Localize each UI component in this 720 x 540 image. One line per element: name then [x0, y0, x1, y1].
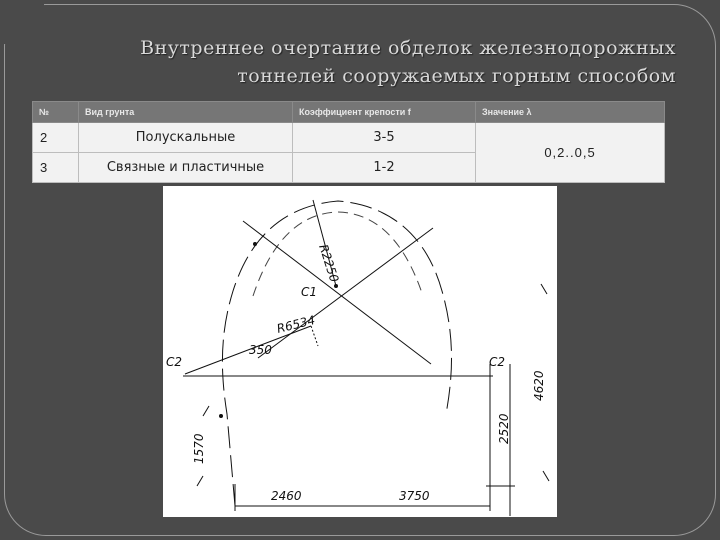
label-half-width-left: 2460: [271, 489, 302, 503]
header-strength-coefficient: Коэффициент крепости f: [293, 102, 476, 123]
side-radius-line: [185, 326, 311, 374]
label-offset: 350: [249, 343, 272, 357]
row-soil-type: Полускальные: [79, 123, 293, 153]
radius-line-right: [258, 228, 433, 358]
tunnel-outline-svg: [163, 186, 557, 517]
radius-leader: [311, 326, 318, 346]
label-r-side: R6534: [275, 312, 317, 336]
label-c2-left: C2: [166, 355, 183, 369]
row-strength: 1-2: [293, 153, 476, 183]
label-height-springline: 2520: [497, 413, 511, 444]
label-height-wall: 1570: [192, 433, 206, 464]
row-number: 2: [33, 123, 79, 153]
tick-mark: [203, 406, 209, 416]
row-strength: 3-5: [293, 123, 476, 153]
center-point: [334, 284, 338, 288]
tick-mark: [197, 476, 203, 486]
table-header-row: [33, 102, 665, 123]
label-r-crown: R2250: [316, 242, 342, 284]
soil-properties-table: [32, 101, 665, 183]
tick-mark: [543, 471, 549, 481]
tunnel-outline-drawing: [163, 186, 557, 517]
label-height-total: 4620: [532, 370, 546, 401]
label-half-width-right: 3750: [399, 489, 430, 503]
table-row: [33, 123, 665, 153]
row-soil-type: Связные и пластичные: [79, 153, 293, 183]
label-c2-right: C2: [489, 355, 506, 369]
header-number: №: [33, 102, 79, 123]
slide-title-line-1: Внутреннее очертание обделок железнодорожных: [140, 37, 676, 59]
header-lambda: Значение λ: [476, 102, 665, 123]
center-point: [219, 414, 223, 418]
header-soil-type: Вид грунта: [79, 102, 293, 123]
row-number: 3: [33, 153, 79, 183]
slide-corner: [0, 0, 44, 44]
tick-mark: [541, 284, 547, 294]
slide-title: [76, 34, 676, 90]
slide-title-line-2: тоннелей сооружаемых горным способом: [237, 65, 676, 87]
lambda-value: 0,2..0,5: [476, 123, 665, 183]
label-c1: C1: [301, 285, 318, 299]
center-point: [253, 242, 257, 246]
